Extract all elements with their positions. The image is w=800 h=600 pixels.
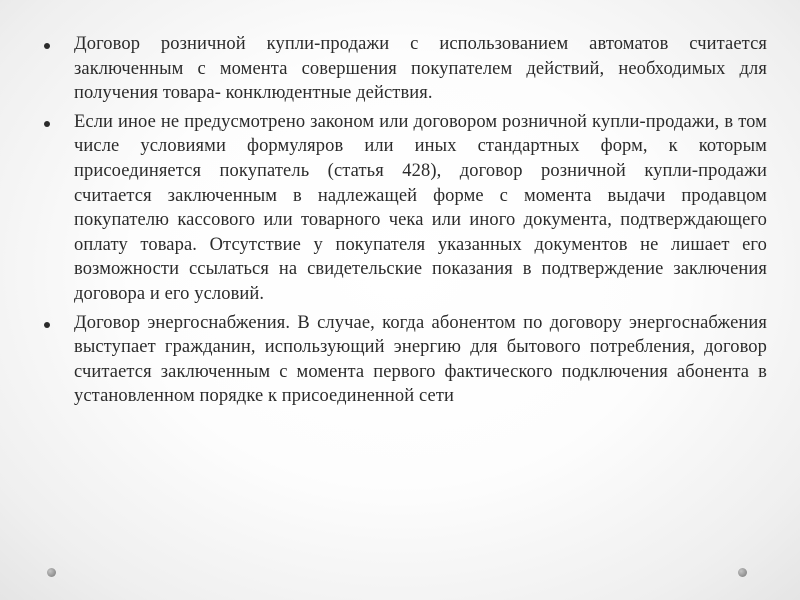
bullet-item-1: [44, 32, 767, 106]
bullet-item-3: [44, 311, 767, 409]
bullet-item-2: [44, 110, 767, 307]
corner-dot-right-icon: [738, 568, 747, 577]
corner-dot-left-icon: [47, 568, 56, 577]
bullet-dot-icon: [44, 121, 50, 127]
bullet-text-3: Договор энергоснабжения. В случае, когда абонентом по договору энергоснабжения выступает гражданин, использующий энергию для бытового потребления, договор считается заключенным с момента первого фактического подключения абонента в установленном порядке к присоединенной сети: [74, 312, 767, 407]
bullet-dot-icon: [44, 43, 50, 49]
bullet-text-1: Договор розничной купли-продажи с использованием автоматов считается заключенным с момента совершения покупателем действий, необходимых для получения товара- конклюдентные действия.: [74, 34, 767, 104]
bullet-dot-icon: [44, 322, 50, 328]
bullet-list: [44, 32, 767, 413]
bullet-text-2: Если иное не предусмотрено законом или договором розничной купли-продажи, в том числе условиями формуляров или иных стандартных форм, к которым присоединяется покупатель (статья 428), договор розничной купли-продажи считается заключенным в надлежащей форме с момента выдачи продавцом покупателю кассового или товарного чека или иного документа, подтверждающего оплату товара. Отсутствие у покупателя указанных документов не лишает его возможности ссылаться на свидетельские показания в подтверждение заключения договора и его условий.: [74, 111, 767, 304]
